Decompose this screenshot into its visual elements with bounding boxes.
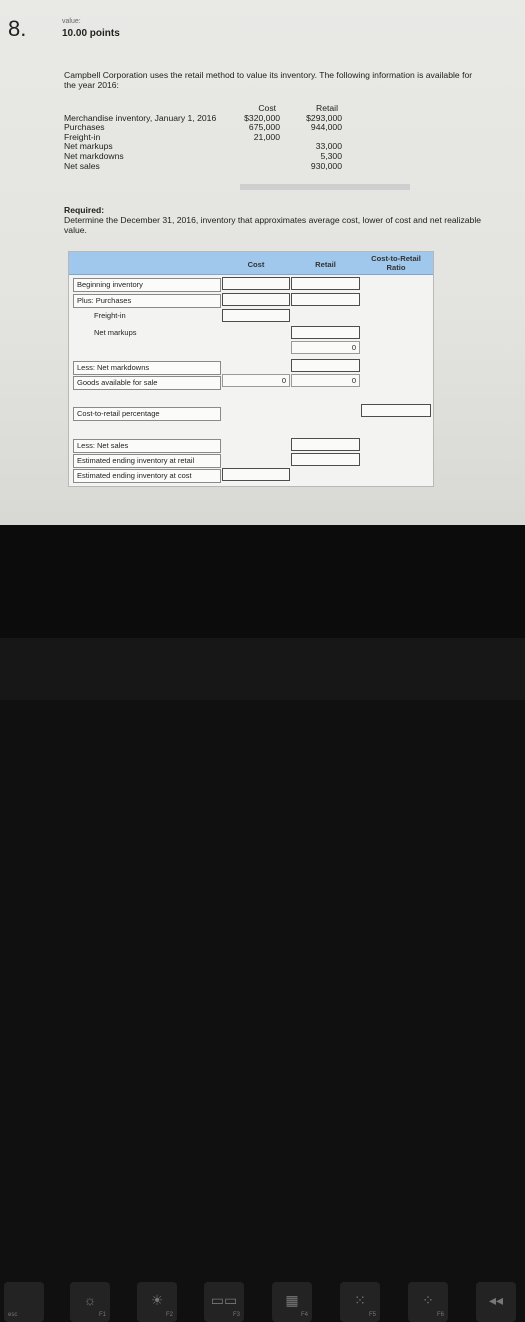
info-row-retail: 944,000: [310, 122, 342, 133]
brightness-up-key: [137, 1282, 177, 1322]
keyboard-light-down-key: [340, 1282, 380, 1322]
col-header-ratio-line1: Cost-to-Retail: [371, 254, 421, 263]
est-cost-input[interactable]: [222, 468, 290, 481]
keyboard-light-up-key: [408, 1282, 448, 1322]
row-label-cost-to-retail-percentage: Cost-to-retail percentage: [73, 407, 221, 421]
col-header-ratio: [361, 254, 431, 272]
col-header-ratio-line2: Ratio: [386, 263, 406, 272]
info-row-retail: $293,000: [306, 112, 342, 123]
info-row-label: Merchandise inventory, January 1, 2016: [64, 112, 217, 123]
info-header-retail: Retail: [316, 103, 338, 113]
freight-cost-input[interactable]: [222, 309, 290, 322]
purchases-retail-input[interactable]: [291, 293, 360, 306]
question-number: 8.: [8, 16, 27, 41]
markdowns-retail-input[interactable]: [291, 359, 360, 372]
goods-retail-value: 0: [291, 374, 360, 387]
esc-key-label: esc: [8, 1312, 18, 1318]
points-label: 10.00 points: [62, 28, 120, 39]
row-label-freight-in: Freight-in: [94, 311, 126, 320]
subtotal-retail-value: 0: [291, 341, 360, 354]
rewind-key: [476, 1282, 516, 1322]
row-label-net-markups: Net markups: [94, 328, 137, 337]
info-header-cost: Cost: [258, 103, 276, 113]
markups-retail-input[interactable]: [291, 326, 360, 339]
info-row-label: Freight-in: [64, 131, 101, 142]
info-row: [64, 152, 344, 162]
col-header-retail: Retail: [315, 260, 336, 269]
info-row-retail: 5,300: [320, 150, 342, 161]
f5-label: F5: [368, 1312, 376, 1318]
launchpad-key: [272, 1282, 312, 1322]
info-row-cost: 21,000: [253, 131, 280, 142]
row-label-goods-available: Goods available for sale: [73, 376, 221, 390]
info-row-cost: $320,000: [244, 112, 280, 123]
info-row-label: Net sales: [64, 160, 100, 171]
info-row: [64, 162, 344, 172]
esc-key: [4, 1282, 44, 1322]
goods-cost-value: 0: [222, 374, 290, 387]
ratio-input[interactable]: [361, 404, 431, 417]
info-row-label: Net markups: [64, 141, 113, 152]
row-label-beginning-inventory: Beginning inventory: [73, 278, 221, 292]
f6-label: F6: [436, 1312, 444, 1318]
keyboard-light-down-icon: ⁙: [354, 1292, 366, 1308]
purchases-cost-input[interactable]: [222, 293, 290, 306]
info-table: [64, 104, 344, 171]
info-row: [64, 114, 344, 124]
required-text: Determine the December 31, 2016, inventory that approximates average cost, lower of cost and net realizable value.: [64, 215, 482, 235]
rewind-icon: ◂◂: [488, 1292, 504, 1308]
problem-text: Campbell Corporation uses the retail method to value its inventory. The following information is available for the year 2016:: [64, 70, 473, 90]
beginning-retail-input[interactable]: [291, 277, 360, 290]
info-row-label: Net markdowns: [64, 150, 124, 161]
f2-label: F2: [165, 1312, 173, 1318]
brightness-down-key: [70, 1282, 110, 1322]
brightness-down-icon: ☼: [83, 1292, 97, 1308]
answer-table: [68, 251, 434, 487]
col-header-cost: Cost: [247, 260, 265, 269]
f3-label: F3: [232, 1312, 240, 1318]
info-row: [64, 123, 344, 133]
mission-control-key: [204, 1282, 244, 1322]
info-row-retail: 33,000: [315, 141, 342, 152]
keyboard-function-row: [0, 638, 525, 1318]
est-retail-input[interactable]: [291, 453, 360, 466]
brightness-up-icon: ☀: [150, 1292, 164, 1308]
info-row-label: Purchases: [64, 122, 105, 133]
row-label-purchases: Plus: Purchases: [73, 294, 221, 308]
sales-retail-input[interactable]: [291, 438, 360, 451]
info-row-retail: 930,000: [310, 160, 342, 171]
beginning-cost-input[interactable]: [222, 277, 290, 290]
required-section: [64, 205, 494, 235]
value-label: value:: [62, 18, 81, 25]
info-table-footer-bar: [240, 184, 410, 190]
required-label: Required:: [64, 205, 105, 215]
row-label-net-markdowns: Less: Net markdowns: [73, 361, 221, 375]
row-label-net-sales: Less: Net sales: [73, 439, 221, 453]
mission-control-icon: ▭▭: [210, 1292, 238, 1308]
launchpad-icon: ▦: [285, 1292, 299, 1308]
answer-table-header: [69, 252, 433, 275]
f1-label: F1: [98, 1312, 106, 1318]
browser-page: [0, 0, 525, 525]
info-row-cost: 675,000: [248, 122, 280, 133]
row-label-est-ending-cost: Estimated ending inventory at cost: [73, 469, 221, 483]
f4-label: F4: [300, 1312, 308, 1318]
keyboard-light-up-icon: ⁘: [422, 1292, 434, 1308]
row-label-est-ending-retail: Estimated ending inventory at retail: [73, 454, 221, 468]
